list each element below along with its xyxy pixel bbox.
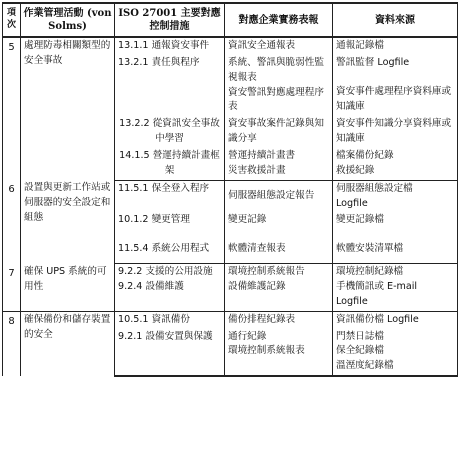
source-cell <box>333 37 458 55</box>
form-item: 營運持續計畫書 <box>228 150 296 162</box>
forms-cell <box>225 311 333 328</box>
iso-control: 9.2.1 設備安置與保護 <box>118 330 213 342</box>
iso-control: 9.2.2 支援的公用設施 <box>118 266 213 278</box>
iso-control: 11.5.1 保全登入程序 <box>118 182 210 194</box>
row-number: 5 <box>3 37 21 180</box>
source-cell <box>333 264 458 312</box>
forms-cell <box>225 180 333 212</box>
header-source: 資料來源 <box>333 3 458 37</box>
header-no: 項次 <box>3 3 21 37</box>
source-item: Logfile <box>336 197 368 209</box>
form-item: 環境控制系統報表 <box>228 345 305 357</box>
iso-cell <box>115 148 225 180</box>
forms-cell <box>225 116 333 148</box>
source-item: 變更記錄檔 <box>336 214 384 226</box>
forms-cell <box>225 212 333 236</box>
source-item: 軟體安裝清單檔 <box>336 243 404 255</box>
form-item: 資訊安全通報表 <box>228 40 296 51</box>
source-item: 救援紀錄 <box>336 164 375 176</box>
source-cell <box>333 116 458 148</box>
form-item: 資安警訊對應處理程序表 <box>228 86 324 113</box>
iso-control: 14.1.5 營運持續計畫框架 <box>119 150 220 176</box>
iso-control: 13.1.1 通報資安事件 <box>118 40 210 51</box>
source-item: 警訊監督 Logfile <box>336 56 410 68</box>
activity-cell: 處理防毒相關類型的安全事故 <box>21 37 115 180</box>
iso-control: 10.1.2 變更管理 <box>118 214 190 226</box>
source-item: 手機簡訊或 E-mail <box>336 281 418 293</box>
form-item: 環境控制系統報告 <box>228 266 305 278</box>
form-item: 設備維護記錄 <box>228 281 286 293</box>
source-item: 資安事件知識分享資料庫或知識庫 <box>336 118 452 145</box>
table-row <box>3 311 458 328</box>
source-item: 資訊備份檔 Logfile <box>336 313 419 325</box>
form-item: 災害救援計畫 <box>228 164 286 176</box>
iso-cell <box>115 236 225 263</box>
iso-cell <box>115 329 225 377</box>
header-iso: ISO 27001 主要對應控制措施 <box>115 3 225 37</box>
forms-cell <box>225 329 333 377</box>
document-page <box>2 2 457 377</box>
control-mapping-table <box>2 2 458 377</box>
iso-cell <box>115 180 225 212</box>
iso-cell <box>115 116 225 148</box>
source-item: Logfile <box>336 295 368 307</box>
iso-control: 13.2.1 責任與程序 <box>118 56 200 68</box>
source-cell <box>333 311 458 328</box>
table-row <box>3 264 458 312</box>
source-item: 溫溼度紀錄檔 <box>336 360 394 372</box>
iso-cell <box>115 37 225 55</box>
iso-control: 9.2.4 設備維護 <box>118 281 184 293</box>
form-item: 軟體清查報表 <box>228 243 286 255</box>
forms-cell <box>225 236 333 263</box>
source-item: 資安事件處理程序資料庫或知識庫 <box>336 85 452 112</box>
source-item: 門禁日誌檔 <box>336 330 384 342</box>
source-item: 通報記錄檔 <box>336 40 384 51</box>
activity-cell: 設置與更新工作站或伺服器的安全設定和組態 <box>21 180 115 263</box>
form-item: 資安事故案件記錄與知識分享 <box>228 118 324 145</box>
source-cell <box>333 148 458 180</box>
table-header-row <box>3 3 458 37</box>
iso-cell <box>115 311 225 328</box>
forms-cell <box>225 148 333 180</box>
source-cell <box>333 180 458 212</box>
source-item <box>336 71 454 85</box>
source-cell <box>333 329 458 377</box>
iso-cell <box>115 264 225 312</box>
table-row <box>3 180 458 212</box>
row-number: 7 <box>3 264 21 312</box>
forms-cell <box>225 37 333 55</box>
table-row <box>3 37 458 55</box>
iso-cell <box>115 212 225 236</box>
source-cell <box>333 236 458 263</box>
header-activity: 作業管理活動 (von Solms) <box>21 3 115 37</box>
source-item: 伺服器組態設定檔 <box>336 182 413 194</box>
iso-cell <box>115 55 225 116</box>
source-item: 環境控制紀錄檔 <box>336 266 404 278</box>
header-forms: 對應企業實務表報 <box>225 3 333 37</box>
form-item: 系統、警訊與脆弱性監視報表 <box>228 56 324 83</box>
source-item: 檔案備份紀錄 <box>336 150 394 162</box>
row-number: 8 <box>3 311 21 376</box>
form-item: 變更記錄 <box>228 214 267 226</box>
iso-control: 10.5.1 資訊備份 <box>118 313 190 325</box>
source-cell <box>333 212 458 236</box>
source-cell <box>333 55 458 116</box>
activity-cell: 確保備份和儲存裝置的安全 <box>21 311 115 376</box>
iso-control: 11.5.4 系統公用程式 <box>118 243 210 255</box>
iso-control: 13.2.2 從資訊安全事故中學習 <box>119 118 220 145</box>
forms-cell <box>225 55 333 116</box>
row-number: 6 <box>3 180 21 263</box>
forms-cell <box>225 264 333 312</box>
form-item: 備份排程紀錄表 <box>228 313 296 325</box>
form-item: 伺服器組態設定報告 <box>228 190 315 202</box>
activity-cell: 確保 UPS 系統的可用性 <box>21 264 115 312</box>
source-item: 保全紀錄檔 <box>336 345 384 357</box>
form-item: 通行紀錄 <box>228 330 267 342</box>
